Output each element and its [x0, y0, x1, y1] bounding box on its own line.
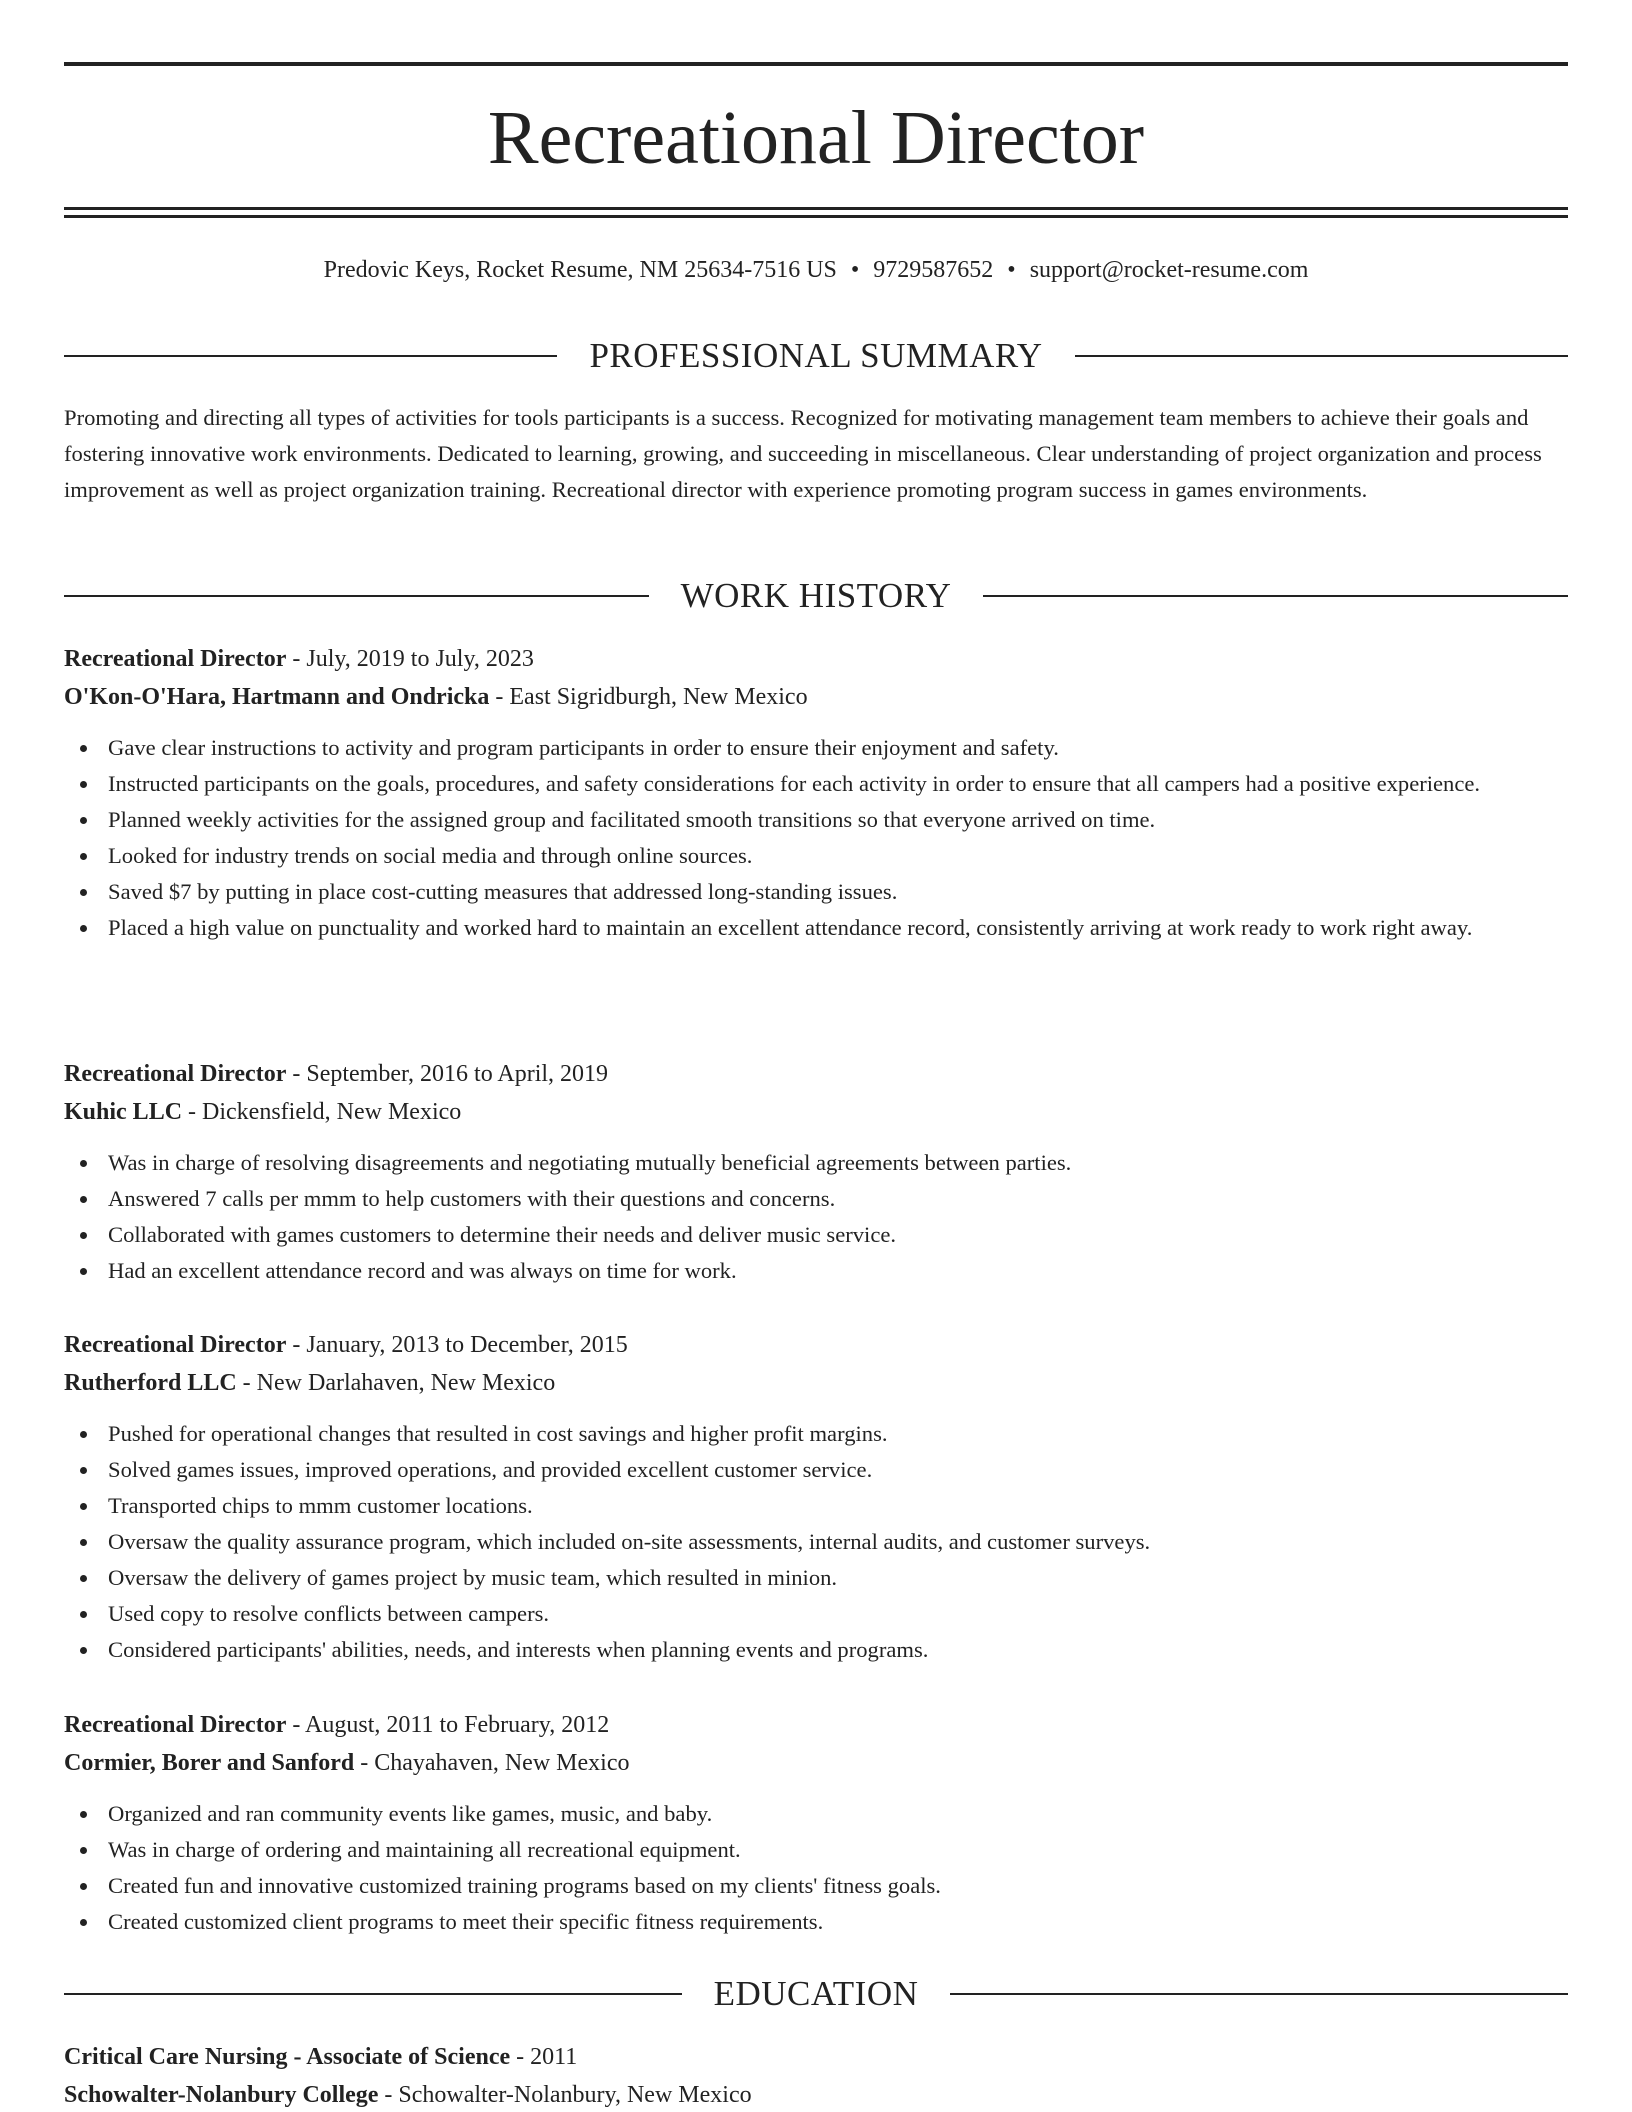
header-double-rule-lower — [64, 215, 1568, 218]
job-company: O'Kon-O'Hara, Hartmann and Ondricka — [64, 684, 490, 710]
job-title: Recreational Director — [64, 646, 287, 672]
job-location: - Chayahaven, New Mexico — [354, 1750, 630, 1776]
job-bullet: Created fun and innovative customized training programs based on my clients' fitness goals. — [64, 1868, 1568, 1904]
job-bullets — [64, 730, 1568, 946]
job-bullet: Had an excellent attendance record and was always on time for work. — [64, 1253, 1568, 1289]
contact-separator: • — [1007, 257, 1016, 283]
job-bullet: Solved games issues, improved operations, and provided excellent customer service. — [64, 1452, 1568, 1488]
job-bullet: Pushed for operational changes that resulted in cost savings and higher profit margins. — [64, 1416, 1568, 1452]
heading-rule-left — [64, 595, 649, 597]
job-company-line — [64, 1093, 1568, 1131]
summary-section-heading — [64, 334, 1568, 378]
job-bullet: Answered 7 calls per mmm to help customers with their questions and concerns. — [64, 1181, 1568, 1217]
job-title: Recreational Director — [64, 1712, 287, 1738]
work-section-heading — [64, 574, 1568, 618]
job-entry — [64, 1706, 1568, 1940]
job-dates: - July, 2019 to July, 2023 — [286, 646, 534, 672]
education-section-heading — [64, 1972, 1568, 2016]
summary-paragraph: Promoting and directing all types of activities for tools participants is a success. Recognized for motivating management team members to achieve their goals and fostering innovative work environments. Dedicated to learning, growing, and succeeding in miscellaneous. Clear understanding of project organization and process improvement as well as project organization training. Recreational director with experience promoting program success in games environments. — [64, 405, 1542, 502]
job-bullets — [64, 1145, 1568, 1289]
job-bullet: Saved $7 by putting in place cost-cutting measures that addressed long-standing issues. — [64, 874, 1568, 910]
job-bullet: Transported chips to mmm customer locations. — [64, 1488, 1568, 1524]
education-heading-label: EDUCATION — [713, 1974, 919, 2013]
job-title: Recreational Director — [64, 1332, 287, 1358]
job-company: Rutherford LLC — [64, 1370, 237, 1396]
job-bullet: Considered participants' abilities, needs, and interests when planning events and programs. — [64, 1632, 1568, 1668]
job-company: Kuhic LLC — [64, 1099, 183, 1125]
job-location: - New Darlahaven, New Mexico — [236, 1370, 556, 1396]
job-company: Cormier, Borer and Sanford — [64, 1750, 355, 1776]
job-bullet: Gave clear instructions to activity and program participants in order to ensure their enjoyment and safety. — [64, 730, 1568, 766]
job-bullet: Organized and ran community events like games, music, and baby. — [64, 1796, 1568, 1832]
contact-email: support@rocket-resume.com — [1029, 257, 1309, 283]
contact-phone: 9729587652 — [873, 257, 994, 283]
education-degree: Critical Care Nursing - Associate of Science — [64, 2044, 511, 2070]
job-entry — [64, 1055, 1568, 1289]
summary-heading-label: PROFESSIONAL SUMMARY — [589, 336, 1043, 375]
work-heading-label: WORK HISTORY — [680, 576, 952, 615]
job-company-line — [64, 1744, 1568, 1782]
heading-rule-right — [983, 595, 1568, 597]
job-bullet: Was in charge of resolving disagreements and negotiating mutually beneficial agreements between parties. — [64, 1145, 1568, 1181]
header-double-rule-upper — [64, 207, 1568, 210]
job-bullet: Used copy to resolve conflicts between campers. — [64, 1596, 1568, 1632]
education-entry — [64, 2038, 1568, 2112]
job-company-line — [64, 678, 1568, 716]
heading-rule-right — [1075, 355, 1568, 357]
job-bullet: Oversaw the quality assurance program, which included on-site assessments, internal audits, and customer surveys. — [64, 1524, 1568, 1560]
job-bullets — [64, 1416, 1568, 1668]
job-entry — [64, 1326, 1568, 1668]
job-title-line — [64, 1326, 1568, 1364]
header-top-rule — [64, 62, 1568, 66]
contact-separator: • — [850, 257, 860, 283]
job-bullet: Instructed participants on the goals, procedures, and safety considerations for each activity in order to ensure that all campers had a positive experience. — [64, 766, 1568, 802]
job-bullet: Placed a high value on punctuality and worked hard to maintain an excellent attendance record, consistently arriving at work ready to work right away. — [64, 910, 1568, 946]
job-company-line — [64, 1364, 1568, 1402]
job-dates: - August, 2011 to February, 2012 — [286, 1712, 610, 1738]
job-bullets — [64, 1796, 1568, 1940]
job-title: Recreational Director — [64, 1061, 287, 1087]
job-entry — [64, 640, 1568, 946]
job-location: - East Sigridburgh, New Mexico — [489, 684, 808, 710]
heading-rule-left — [64, 1993, 682, 1995]
job-dates: - September, 2016 to April, 2019 — [286, 1061, 609, 1087]
job-bullet: Created customized client programs to meet their specific fitness requirements. — [64, 1904, 1568, 1940]
education-location: - Schowalter-Nolanbury, New Mexico — [378, 2082, 752, 2108]
job-title-line — [64, 1055, 1568, 1093]
job-title-line — [64, 1706, 1568, 1744]
heading-rule-right — [950, 1993, 1568, 1995]
education-degree-line — [64, 2038, 1568, 2076]
job-bullet: Oversaw the delivery of games project by music team, which resulted in minion. — [64, 1560, 1568, 1596]
job-bullet: Looked for industry trends on social media and through online sources. — [64, 838, 1568, 874]
education-school: Schowalter-Nolanbury College — [64, 2082, 379, 2108]
contact-address: Predovic Keys, Rocket Resume, NM 25634-7516 US — [323, 257, 837, 283]
job-location: - Dickensfield, New Mexico — [182, 1099, 462, 1125]
job-dates: - January, 2013 to December, 2015 — [286, 1332, 628, 1358]
job-bullet: Collaborated with games customers to determine their needs and deliver music service. — [64, 1217, 1568, 1253]
job-bullet: Was in charge of ordering and maintaining all recreational equipment. — [64, 1832, 1568, 1868]
education-school-line — [64, 2076, 1568, 2112]
resume-title: Recreational Director — [487, 96, 1145, 180]
contact-line — [64, 254, 1568, 286]
job-title-line — [64, 640, 1568, 678]
job-bullet: Planned weekly activities for the assigned group and facilitated smooth transitions so that everyone arrived on time. — [64, 802, 1568, 838]
education-year: - 2011 — [510, 2044, 578, 2070]
heading-rule-left — [64, 355, 557, 357]
